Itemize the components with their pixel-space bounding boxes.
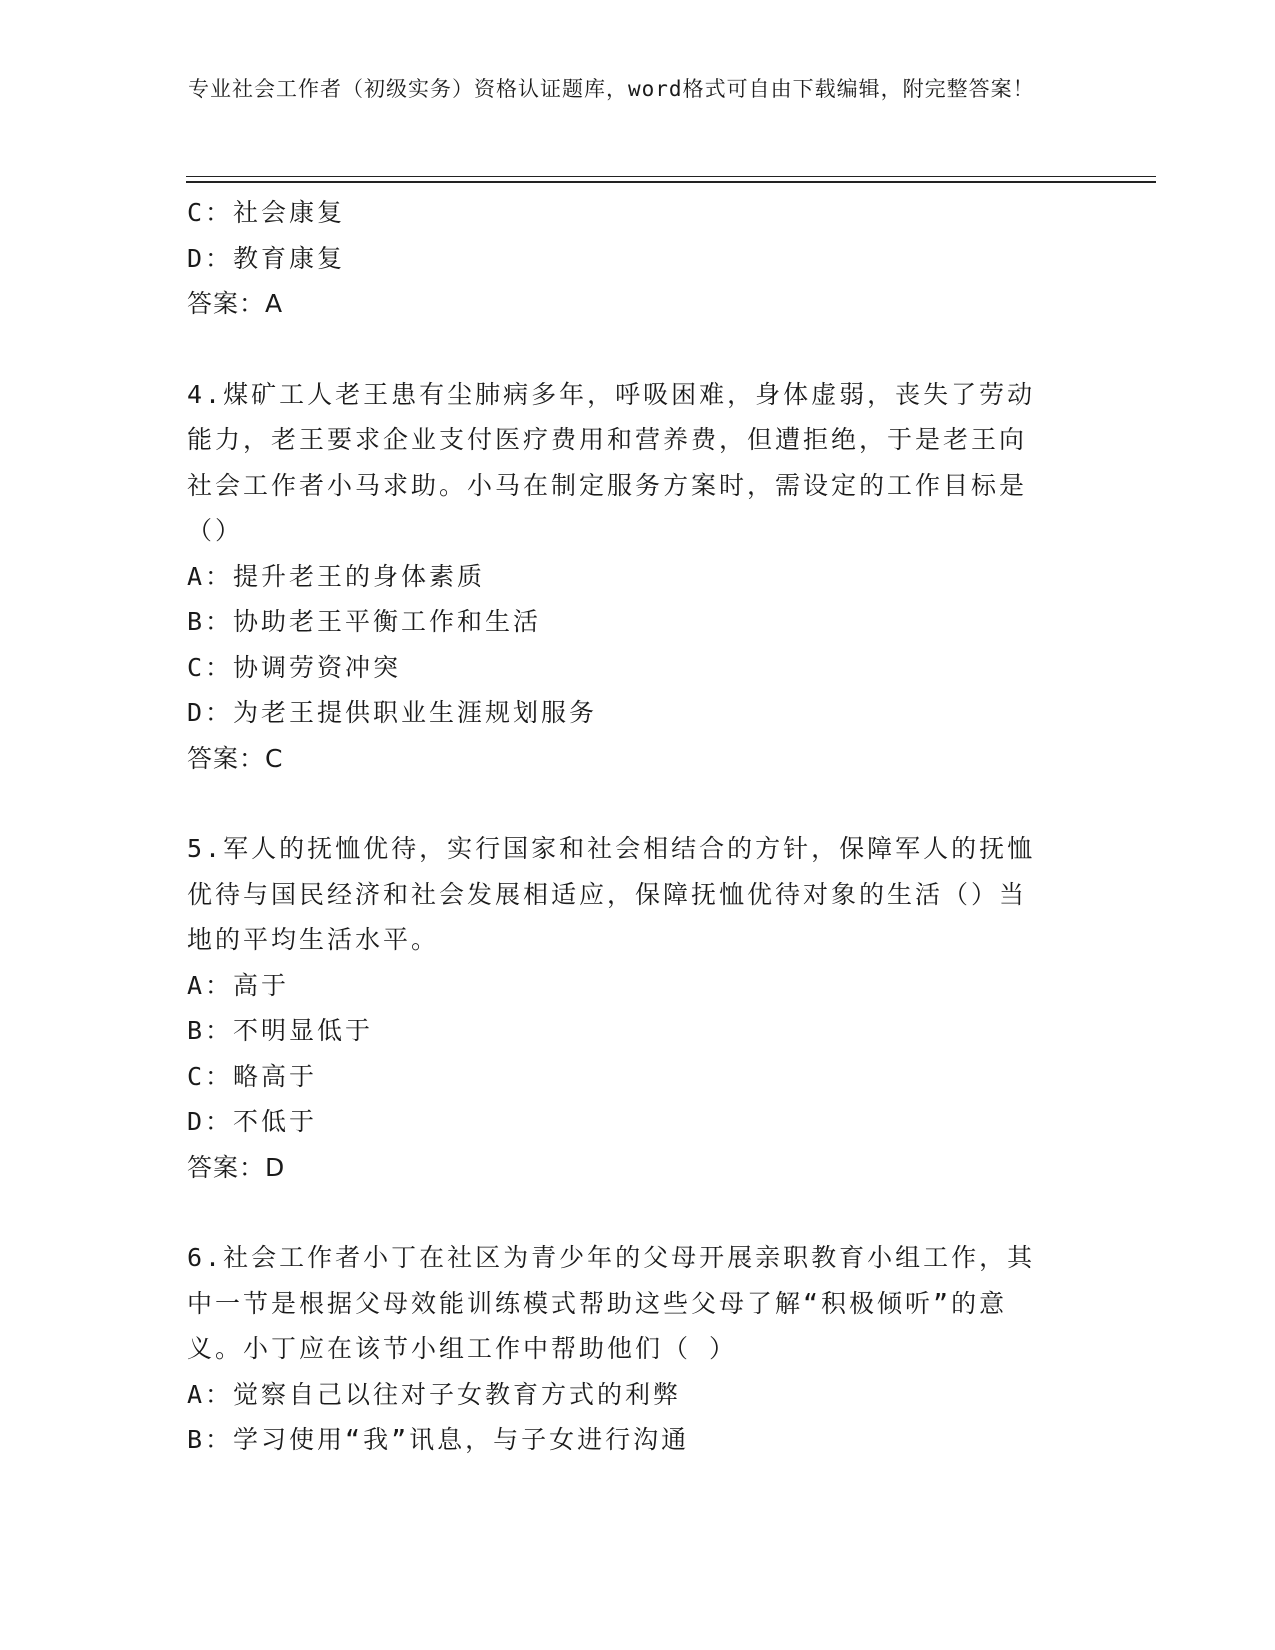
q6-stem-line: 义。小丁应在该节小组工作中帮助他们（ ） [187,1334,738,1363]
question-gap [187,1190,1067,1235]
q6-option-b: B：学习使用“我”讯息，与子女进行沟通 [187,1425,690,1454]
q6-option-a: A：觉察自己以往对子女教育方式的利弊 [187,1379,682,1409]
question-gap [187,781,1067,826]
document-header: 专业社会工作者（初级实务）资格认证题库，word格式可自由下载编辑，附完整答案！ [188,77,1035,101]
question-6 [187,1235,1067,1463]
q6-stem-line: 中一节是根据父母效能训练模式帮助这些父母了解“积极倾听”的意 [187,1288,1008,1318]
q5-option-d: D：不低于 [187,1107,318,1136]
q5-stem-line: 地的平均生活水平。 [187,925,440,954]
q3-option-c: C：社会康复 [187,198,346,227]
q6-stem-line: 6.社会工作者小丁在社区为青少年的父母开展亲职教育小组工作，其 [187,1243,1036,1272]
q5-stem-line: 优待与国民经济和社会发展相适应，保障抚恤优待对象的生活（）当 [187,879,1028,909]
q4-stem-line: （） [187,516,244,545]
q4-option-b: B：协助老王平衡工作和生活 [187,607,542,636]
q4-stem-line: 4.煤矿工人老王患有尘肺病多年，呼吸困难，身体虚弱，丧失了劳动 [187,379,1036,409]
question-list [187,190,1067,1463]
question-4 [187,372,1067,782]
q5-stem-line: 5.军人的抚恤优待，实行国家和社会相结合的方针，保障军人的抚恤 [187,834,1036,863]
q4-answer: 答案：C [187,743,284,773]
question-3-continued [187,190,1067,327]
q5-option-b: B：不明显低于 [187,1016,374,1045]
q4-option-c: C：协调劳资冲突 [187,652,402,682]
q5-option-c: C：略高于 [187,1061,318,1091]
header-rule-thick [186,181,1156,183]
q4-stem-line: 能力，老王要求企业支付医疗费用和营养费，但遭拒绝，于是老王向 [187,425,1028,454]
q5-answer: 答案：D [187,1152,286,1182]
header-rule-thin [186,176,1156,177]
q5-option-a: A：高于 [187,970,290,1000]
q3-option-d: D：教育康复 [187,243,346,273]
question-5 [187,826,1067,1190]
q4-option-d: D：为老王提供职业生涯规划服务 [187,698,598,727]
q4-option-a: A：提升老王的身体素质 [187,561,486,591]
q4-stem-line: 社会工作者小马求助。小马在制定服务方案时，需设定的工作目标是 [187,470,1028,500]
q3-answer: 答案：A [187,289,284,318]
question-gap [187,327,1067,372]
